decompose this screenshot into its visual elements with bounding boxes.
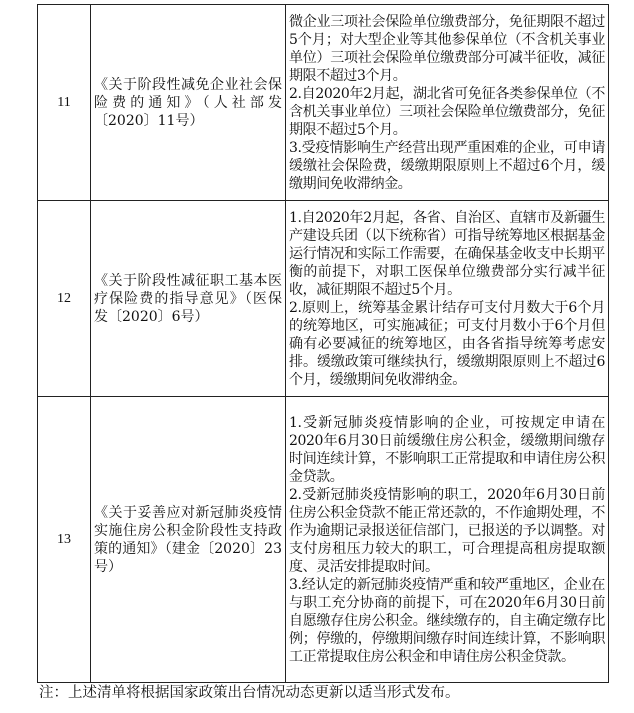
content-paragraph: 3.经认定的新冠肺炎疫情严重和较严重地区，企业在与职工充分协商的前提下，可在2020年6月30日前自愿缴存住房公积金。继续缴存的，自主确定缴存比例；停缴的，停缴期间缴存时间连续计算，不影响职工正常提取住房公积金和申请住房公积金贷款。: [289, 576, 605, 665]
content-paragraph: 1.受新冠肺炎疫情影响的企业，可按规定申请在2020年6月30日前缓缴住房公积金，缓缴期间缴存时间连续计算，不影响职工正常提取和申请住房公积金贷款。: [289, 414, 605, 485]
content-paragraph: 2.原则上，统筹基金累计结存可支付月数大于6个月的统筹地区，可实施减征；可支付月数小于6个月但确有必要减征的统筹地区，由各省指导统筹考虑安排。缓缴政策可继续执行，缓缴期限原则上不超过6个月，缓缴期间免收滞纳金。: [289, 299, 605, 388]
policy-content: [286, 201, 609, 397]
content-paragraph: 1.自2020年2月起，各省、自治区、直辖市及新疆生产建设兵团（以下统称省）可指导统筹地区根据基金运行情况和实际工作需要，在确保基金收支中长期平衡的前提下，对职工医保单位缴费部分实行减半征收，减征期限不超过5个月。: [289, 209, 605, 298]
policy-title: 《关于阶段性减免企业社会保险费的通知》（人社部发〔2020〕11号）: [91, 5, 286, 201]
policy-content: [286, 397, 609, 683]
footnote: 注：上述清单将根据国家政策出台情况动态更新以适当形式发布。: [39, 685, 460, 701]
policy-content: [286, 5, 609, 201]
content-paragraph: 2.自2020年2月起，湖北省可免征各类参保单位（不含机关事业单位）三项社会保险单位缴费部分，免征期限不超过5个月。: [289, 85, 605, 138]
content-paragraph: 3.受疫情影响生产经营出现严重困难的企业，可申请缓缴社会保险费，缓缴期限原则上不超过6个月，缓缴期间免收滞纳金。: [289, 139, 605, 192]
content-paragraph: 2.受新冠肺炎疫情影响的职工，2020年6月30日前住房公积金贷款不能正常还款的，不作逾期处理，不作为逾期记录报送征信部门，已报送的予以调整。对支付房租压力较大的职工，可合理提高租房提取额度、灵活安排提取时间。: [289, 486, 605, 575]
policy-title: 《关于妥善应对新冠肺炎疫情实施住房公积金阶段性支持政策的通知》（建金〔2020〕23号）: [91, 397, 286, 683]
policy-title: 《关于阶段性减征职工基本医疗保险费的指导意见》（医保发〔2020〕6号）: [91, 201, 286, 397]
row-number: 13: [38, 397, 91, 683]
row-number: 11: [38, 5, 91, 201]
table-row: [38, 201, 609, 397]
content-paragraph: 微企业三项社会保险单位缴费部分，免征期限不超过5个月；对大型企业等其他参保单位（不含机关事业单位）三项社会保险单位缴费部分可减半征收，减征期限不超过3个月。: [289, 13, 605, 84]
row-number: 12: [38, 201, 91, 397]
table-row: [38, 397, 609, 683]
table-row: [38, 5, 609, 201]
policy-table: [37, 4, 609, 683]
